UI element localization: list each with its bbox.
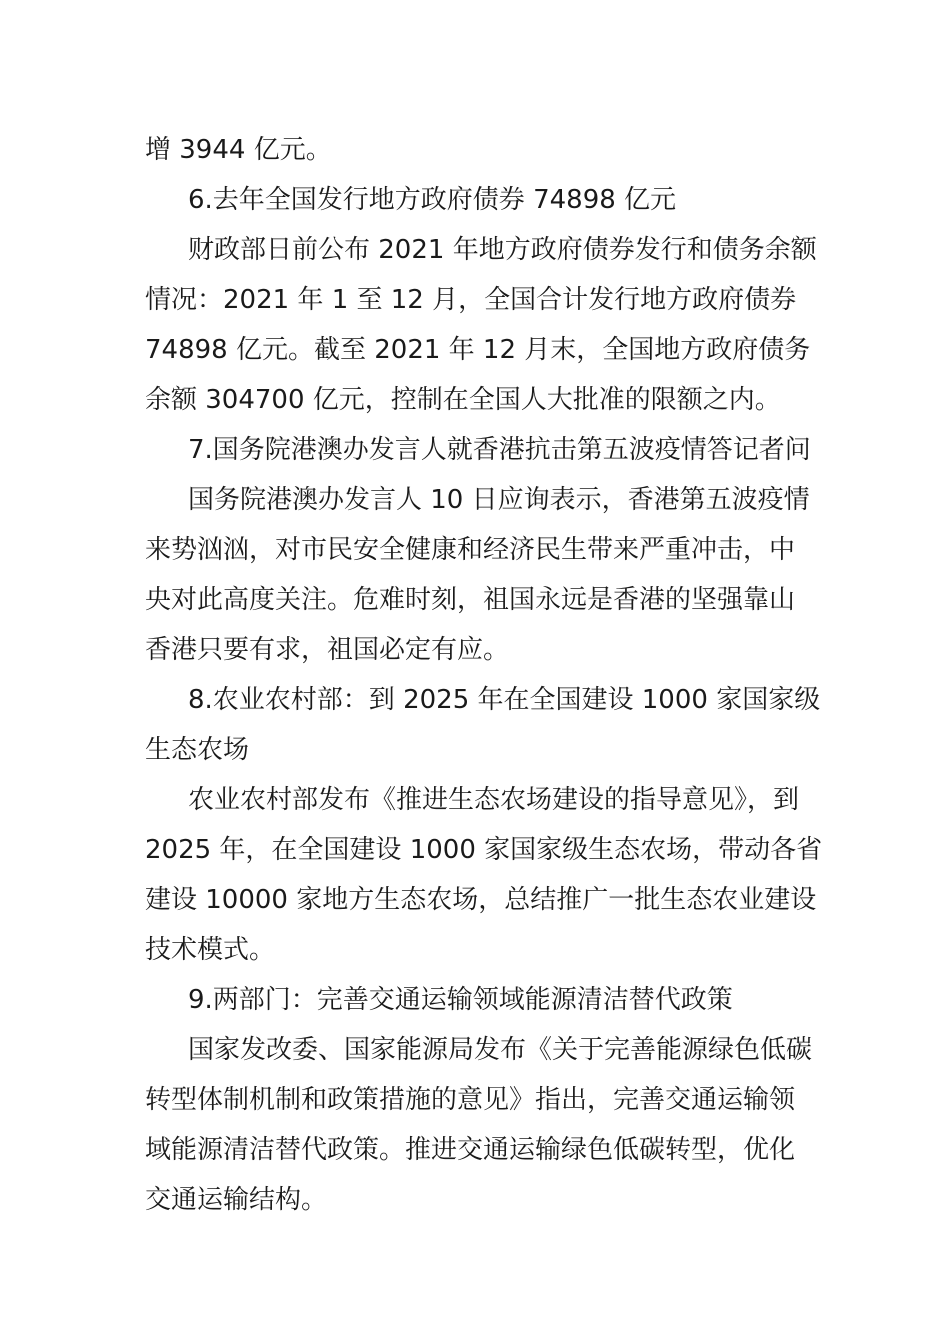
text-line: 财政部日前公布 2021 年地方政府债券发行和债务余额 (188, 235, 817, 265)
section-heading-7: 7.国务院港澳办发言人就香港抗击第五波疫情答记者问 (188, 435, 811, 465)
text-line: 央对此高度关注。危难时刻，祖国永远是香港的坚强靠山 (145, 585, 796, 615)
text-line: 2025 年，在全国建设 1000 家国家级生态农场，带动各省 (145, 835, 823, 865)
text-line: 建设 10000 家地方生态农场，总结推广一批生态农业建设 (145, 885, 817, 915)
text-line: 来势汹汹，对市民安全健康和经济民生带来严重冲击，中 (145, 535, 796, 565)
section-heading-9: 9.两部门：完善交通运输领域能源清洁替代政策 (188, 985, 733, 1015)
section-heading-6: 6.去年全国发行地方政府债券 74898 亿元 (188, 185, 677, 215)
text-line: 交通运输结构。 (145, 1185, 328, 1215)
text-line: 农业农村部发布《推进生态农场建设的指导意见》，到 (188, 785, 800, 815)
text-line: 国务院港澳办发言人 10 日应询表示，香港第五波疫情 (188, 485, 810, 515)
text-line: 转型体制机制和政策措施的意见》指出，完善交通运输领 (145, 1085, 796, 1115)
text-line: 域能源清洁替代政策。推进交通运输绿色低碳转型，优化 (145, 1135, 796, 1165)
text-line: 余额 304700 亿元，控制在全国人大批准的限额之内。 (145, 385, 781, 415)
text-line: 增 3944 亿元。 (145, 135, 332, 165)
section-heading-8: 8.农业农村部：到 2025 年在全国建设 1000 家国家级 (188, 685, 821, 715)
text-line: 国家发改委、国家能源局发布《关于完善能源绿色低碳 (188, 1035, 813, 1065)
text-line: 情况：2021 年 1 至 12 月，全国合计发行地方政府债券 (145, 285, 797, 315)
text-line: 技术模式。 (145, 935, 276, 965)
text-line: 香港只要有求，祖国必定有应。 (145, 635, 510, 665)
section-heading-8-cont: 生态农场 (145, 735, 250, 765)
text-line: 74898 亿元。截至 2021 年 12 月末，全国地方政府债务 (145, 335, 811, 365)
